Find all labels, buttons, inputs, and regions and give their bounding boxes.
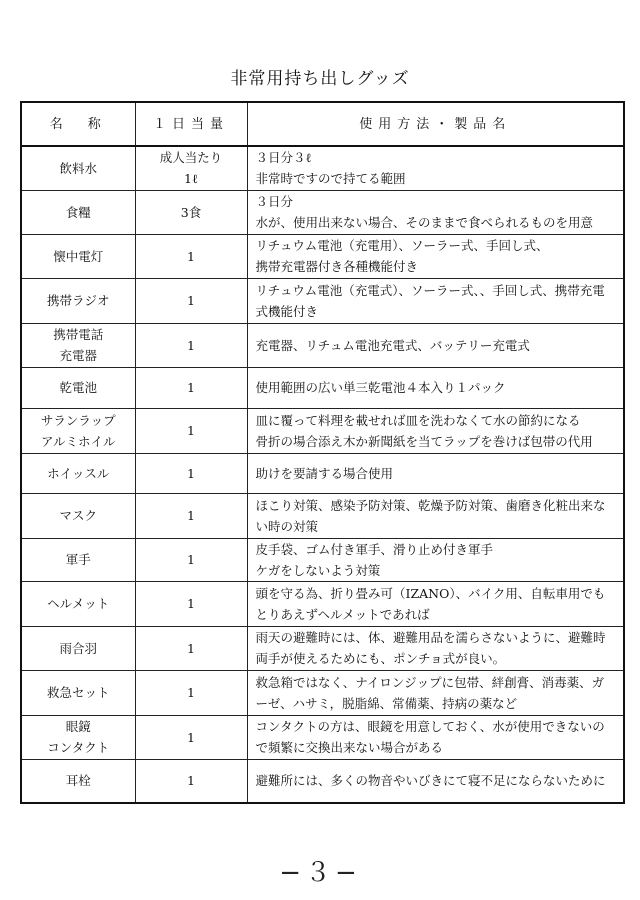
- daily-quantity-cell: [135, 323, 247, 367]
- header-daily-quantity: １日当量: [135, 102, 247, 146]
- usage-cell: [247, 278, 624, 323]
- table-row: [21, 278, 624, 323]
- item-name-cell: [21, 234, 135, 278]
- cell-text-line: 1: [187, 465, 195, 481]
- cell-text-line: リチュウム電池（充電式）、ソーラー式、、手回し式、携帯充電: [255, 282, 605, 298]
- cell-text-line: リチュウム電池（充電用）、ソーラー式、手回し式、: [255, 238, 549, 253]
- cell-text-line: 皮手袋、ゴム付き軍手、滑り止め付き軍手: [255, 541, 494, 557]
- table-row: [21, 626, 624, 670]
- table-row: [21, 408, 624, 453]
- item-name-cell: [21, 759, 135, 803]
- cell-text-line: 1: [187, 293, 195, 308]
- header-usage-product: 使用方法・製品名: [247, 102, 624, 146]
- cell-text-line: 式機能付き: [255, 303, 319, 319]
- table-row: [21, 759, 624, 803]
- cell-text-line: 避難所には、多くの物音やいびきにて寝不足にならないために: [255, 773, 606, 789]
- cell-text-line: 骨折の場合添え木か新聞紙を当てラップを巻けば包帯の代用: [255, 433, 593, 449]
- goods-table-container: [20, 101, 623, 804]
- item-name-cell: [21, 715, 135, 759]
- daily-quantity-cell: [135, 408, 247, 453]
- cell-text-line: 軍手: [65, 552, 91, 567]
- usage-cell: [247, 453, 624, 493]
- item-name-cell: [21, 367, 135, 408]
- daily-quantity-cell: [135, 278, 247, 323]
- usage-cell: [247, 234, 624, 278]
- table-row: [21, 190, 624, 234]
- cell-text-line: 3食: [180, 204, 202, 220]
- usage-cell: [247, 581, 624, 626]
- usage-cell: [247, 715, 624, 759]
- cell-text-line: で頻繁に交換出来ない場合がある: [255, 740, 444, 755]
- cell-text-line: ほこり対策、感染予防対策、乾燥予防対策、歯磨き化粧出来な: [255, 497, 606, 513]
- cell-text-line: 充電器: [59, 348, 97, 363]
- usage-cell: [247, 626, 624, 670]
- table-row: [21, 715, 624, 759]
- cell-text-line: 雨合羽: [59, 640, 97, 656]
- daily-quantity-cell: [135, 538, 247, 581]
- cell-text-line: 乾電池: [59, 380, 97, 395]
- item-name-cell: [21, 278, 135, 323]
- usage-cell: [247, 146, 624, 190]
- table-row: [21, 538, 624, 581]
- usage-cell: [247, 670, 624, 715]
- item-name-cell: [21, 453, 135, 493]
- cell-text-line: サランラップ: [40, 412, 116, 428]
- cell-text-line: とりあえずヘルメットであれば: [255, 606, 430, 622]
- cell-text-line: 救急セット: [46, 685, 110, 700]
- table-row: [21, 234, 624, 278]
- item-name-cell: [21, 146, 135, 190]
- cell-text-line: 1: [187, 508, 195, 523]
- cell-text-line: ３日分３ℓ: [255, 150, 312, 166]
- cell-text-line: コンタクト: [47, 740, 110, 755]
- daily-quantity-cell: [135, 367, 247, 408]
- cell-text-line: 携帯充電器付き各種機能付き: [255, 259, 419, 274]
- table-row: [21, 146, 624, 190]
- item-name-cell: [21, 538, 135, 581]
- daily-quantity-cell: [135, 581, 247, 626]
- usage-cell: [247, 538, 624, 581]
- cell-text-line: アルミホイル: [40, 433, 116, 449]
- daily-quantity-cell: [135, 759, 247, 803]
- cell-text-line: ーゼ、ハサミ，脱脂綿、常備薬、持病の薬など: [255, 695, 518, 711]
- cell-text-line: 助けを要請する場合使用: [255, 465, 394, 481]
- item-name-cell: [21, 670, 135, 715]
- cell-text-line: 頭を守る為、折り畳み可（IZANO）、バイク用、自転車用でも: [255, 585, 606, 601]
- cell-text-line: 1: [187, 640, 195, 656]
- cell-text-line: 1: [187, 773, 195, 789]
- cell-text-line: ホイッスル: [47, 465, 110, 481]
- daily-quantity-cell: [135, 146, 247, 190]
- table-row: [21, 367, 624, 408]
- cell-text-line: 懐中電灯: [53, 248, 104, 264]
- document-title: 非常用持ち出しグッズ: [230, 69, 410, 89]
- daily-quantity-cell: [135, 234, 247, 278]
- cell-text-line: ケガをしないよう対策: [255, 562, 381, 578]
- item-name-cell: [21, 408, 135, 453]
- usage-cell: [247, 493, 624, 538]
- cell-text-line: 飲料水: [59, 160, 97, 176]
- usage-cell: [247, 759, 624, 803]
- table-row: [21, 670, 624, 715]
- table-row: [21, 323, 624, 367]
- emergency-goods-table: [20, 101, 625, 804]
- cell-text-line: 1: [187, 552, 195, 567]
- item-name-cell: [21, 493, 135, 538]
- usage-cell: [247, 190, 624, 234]
- cell-text-line: 非常時ですので持てる範囲: [255, 171, 406, 187]
- header-name: 名 称: [21, 102, 135, 146]
- cell-text-line: コンタクトの方は、眼鏡を用意しておく、水が使用できないの: [255, 719, 605, 734]
- cell-text-line: 食糧: [65, 204, 91, 220]
- cell-text-line: 1: [187, 337, 195, 353]
- table-row: [21, 493, 624, 538]
- item-name-cell: [21, 190, 135, 234]
- daily-quantity-cell: [135, 453, 247, 493]
- usage-cell: [247, 408, 624, 453]
- cell-text-line: 1ℓ: [184, 171, 198, 187]
- cell-text-line: マスク: [59, 508, 97, 523]
- cell-text-line: 成人当たり: [159, 150, 223, 166]
- cell-text-line: 携帯ラジオ: [46, 293, 110, 308]
- cell-text-line: 1: [187, 248, 195, 264]
- daily-quantity-cell: [135, 626, 247, 670]
- daily-quantity-cell: [135, 190, 247, 234]
- cell-text-line: 両手が使えるためにも、ポンチョ式が良い。: [255, 651, 506, 666]
- table-row: [21, 581, 624, 626]
- daily-quantity-cell: [135, 493, 247, 538]
- cell-text-line: ３日分: [255, 194, 294, 209]
- cell-text-line: い時の対策: [255, 518, 319, 534]
- daily-quantity-cell: [135, 715, 247, 759]
- cell-text-line: 眼鏡: [65, 719, 91, 734]
- usage-cell: [247, 367, 624, 408]
- cell-text-line: 水が、使用出来ない場合、そのままで食べられるものを用意: [255, 215, 594, 230]
- cell-text-line: 使用範囲の広い単三乾電池４本入り１パック: [255, 380, 506, 395]
- item-name-cell: [21, 323, 135, 367]
- item-name-cell: [21, 626, 135, 670]
- table-row: [21, 453, 624, 493]
- cell-text-line: 充電器、リチュム電池充電式、バッテリー充電式: [255, 337, 530, 353]
- cell-text-line: 携帯電話: [53, 327, 104, 342]
- page-number: −３−: [279, 858, 361, 888]
- daily-quantity-cell: [135, 670, 247, 715]
- cell-text-line: 1: [187, 380, 195, 395]
- cell-text-line: 1: [187, 423, 195, 438]
- cell-text-line: 1: [187, 596, 195, 611]
- cell-text-line: 1: [187, 729, 195, 745]
- cell-text-line: 皿に覆って料理を載せれば皿を洗わなくて水の節約になる: [255, 412, 581, 428]
- cell-text-line: ヘルメット: [47, 596, 110, 611]
- table-header-row: [21, 102, 624, 146]
- cell-text-line: 耳栓: [65, 773, 91, 789]
- cell-text-line: 救急箱ではなく、ナイロンジップに包帯、絆創膏、消毒薬、ガ: [255, 674, 605, 690]
- item-name-cell: [21, 581, 135, 626]
- table-body: [21, 146, 624, 803]
- cell-text-line: 雨天の避難時には、体、避難用品を濡らさないように、避難時: [255, 630, 606, 645]
- usage-cell: [247, 323, 624, 367]
- cell-text-line: 1: [187, 685, 195, 700]
